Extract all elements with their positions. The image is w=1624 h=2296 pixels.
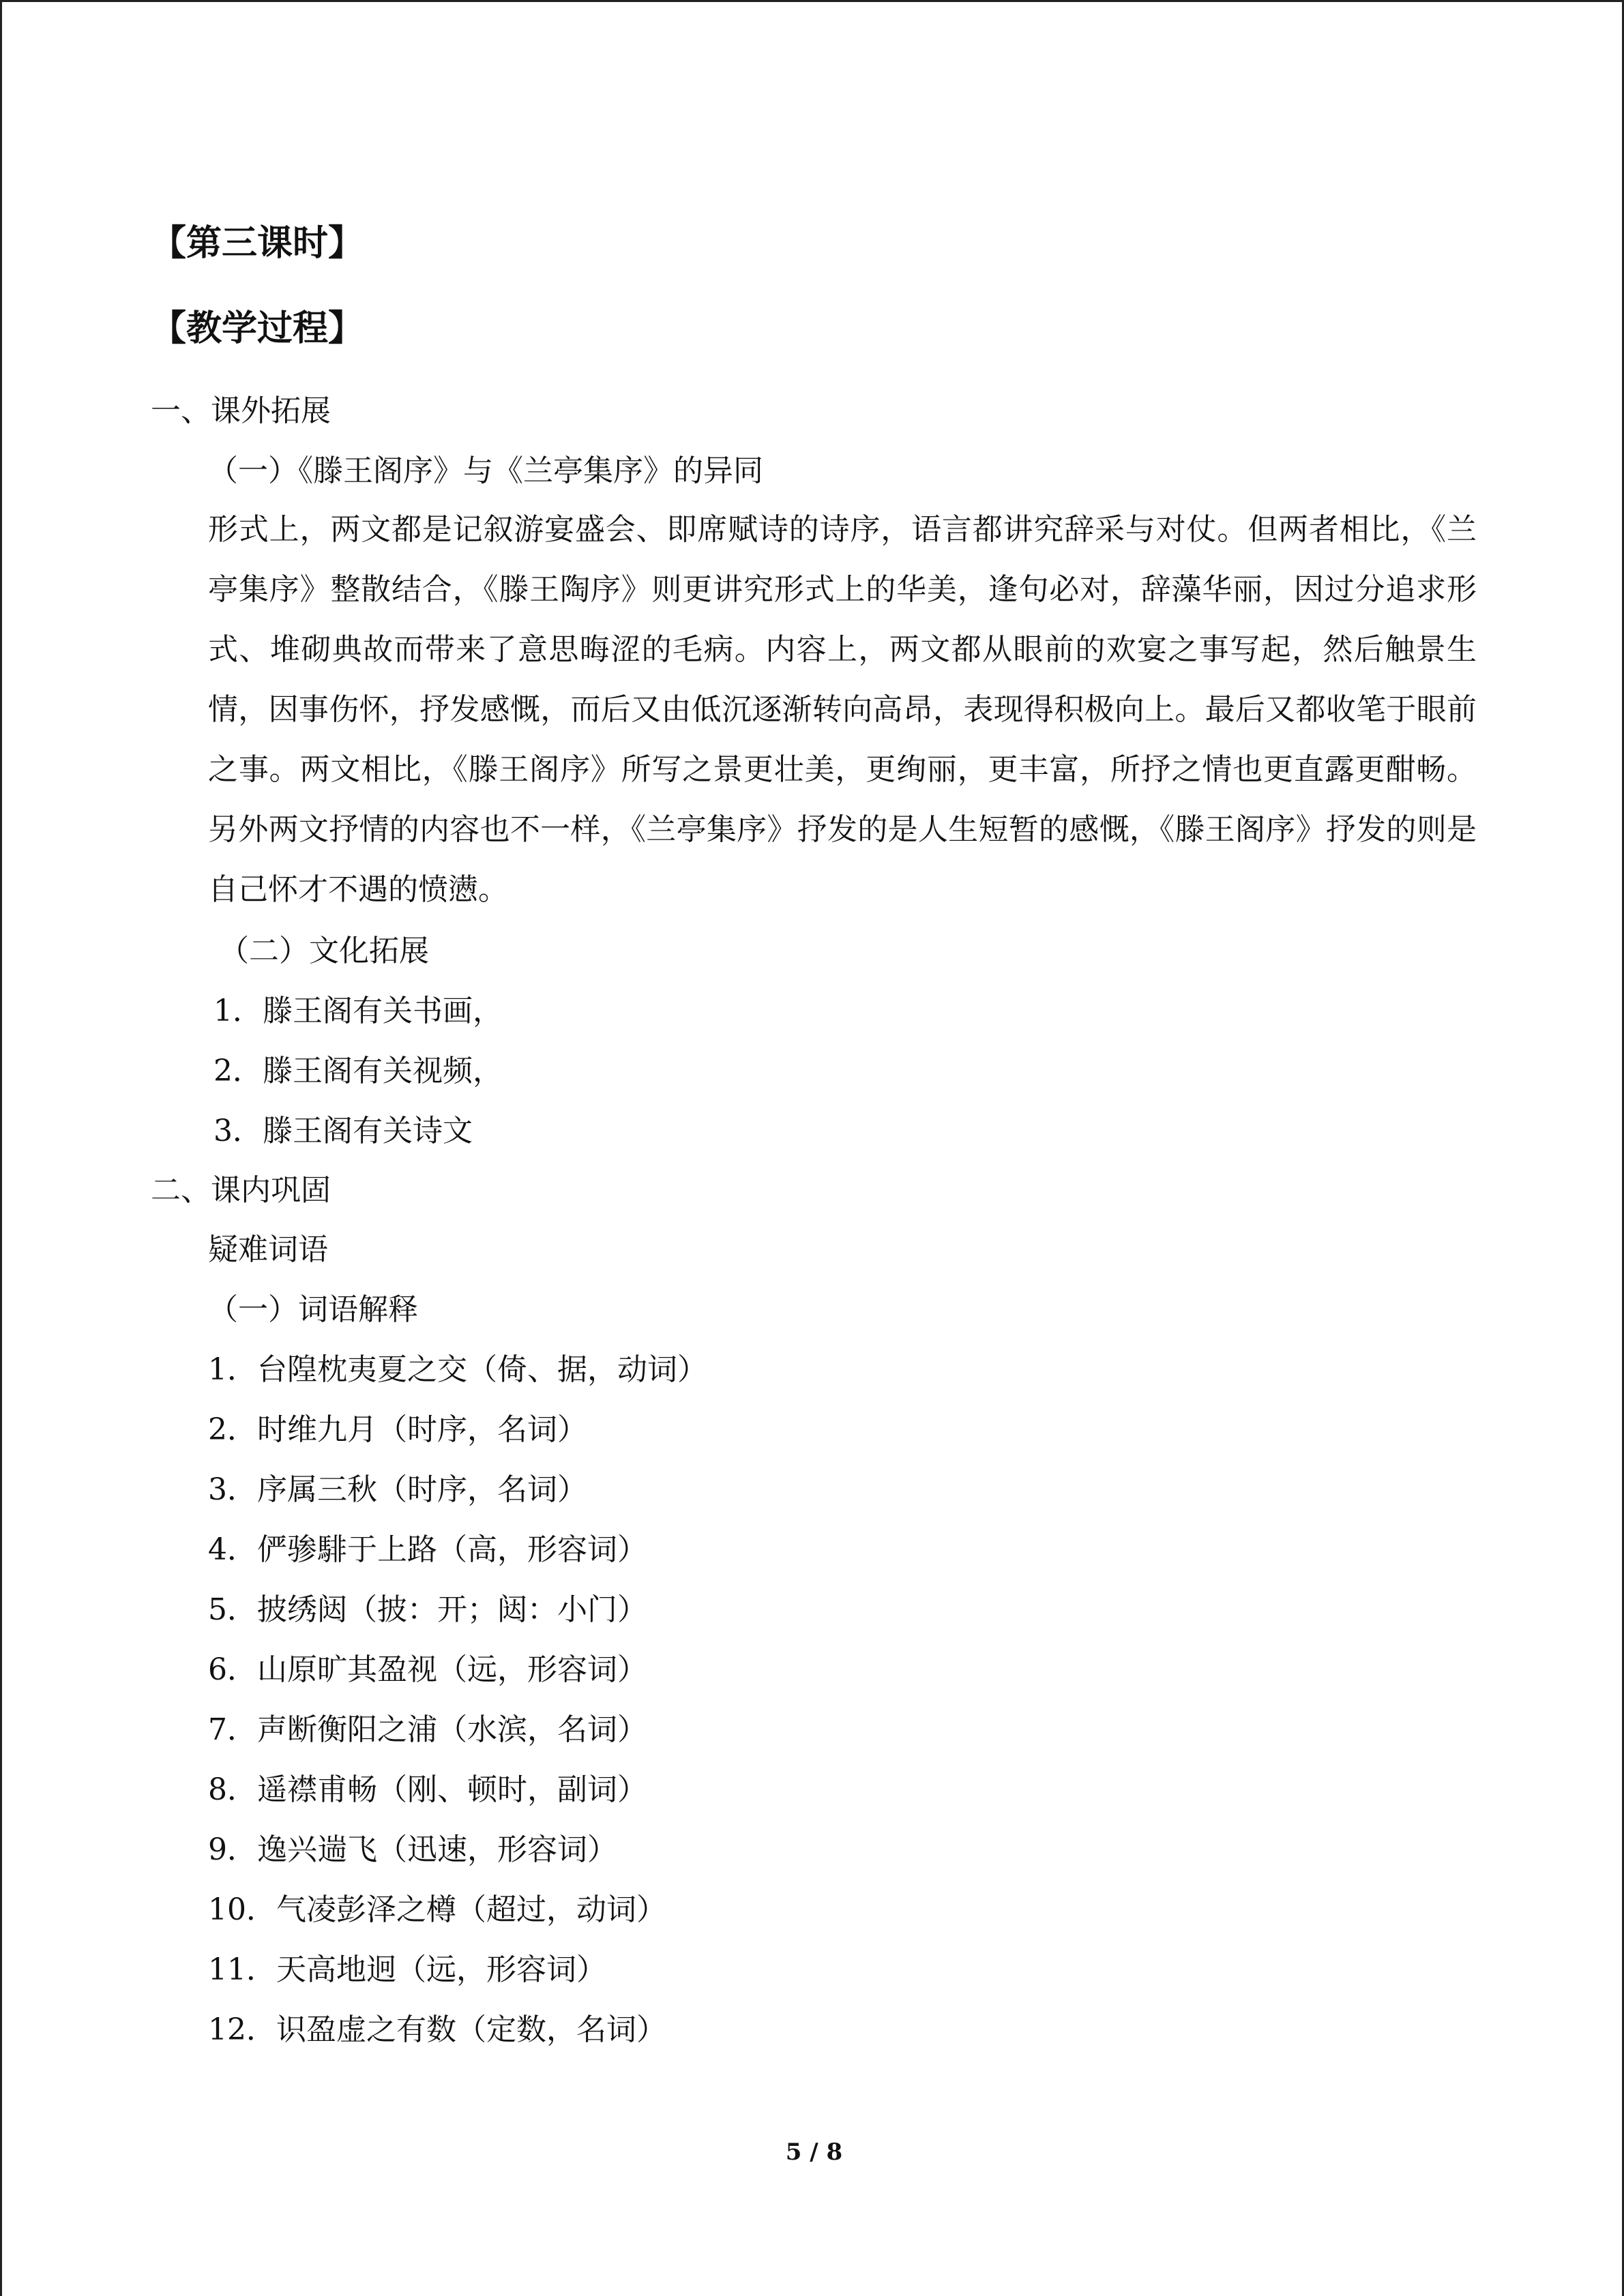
list-item: 3．滕王阁有关诗文 [213, 1114, 473, 1148]
list-item: 1．滕王阁有关书画， [213, 994, 503, 1028]
section-1-sub1-title: （一）《滕王阁序》与《兰亭集序》的异同 [208, 453, 763, 488]
page-number: 5 / 8 [785, 2138, 843, 2166]
vocab-item: 8．遥襟甫畅（刚、顿时，副词） [208, 1772, 647, 1807]
vocab-item: 12．识盈虚之有数（定数，名词） [208, 2012, 666, 2047]
vocab-item: 6．山原旷其盈视（远，形容词） [208, 1652, 647, 1687]
vocab-item: 4．俨骖騑于上路（高，形容词） [208, 1532, 647, 1567]
section-2-subtitle: 疑难词语 [208, 1232, 328, 1267]
list-item: 2．滕王阁有关视频， [213, 1054, 503, 1088]
vocab-item: 11．天高地迥（远，形容词） [208, 1952, 606, 1987]
vocab-item: 9．逸兴遄飞（迅速，形容词） [208, 1832, 617, 1867]
section-2-title: 二、课内巩固 [151, 1173, 331, 1208]
vocab-item: 2．时维九月（时序，名词） [208, 1412, 587, 1447]
lesson-heading: 【第三课时】 [151, 223, 364, 264]
comparison-paragraph: 形式上，两文都是记叙游宴盛会、即席赋诗的诗序，语言都讲究辞采与对仗。但两者相比，《兰亭集序》整散结合，《滕王陶序》则更讲究形式上的华美，逢句必对，辞藻华丽，因过分追求形式、堆砌典故而带来了意思晦涩的毛病。内容上，两文都从眼前的欢宴之事写起，然后触景生情，因事伤怀，抒发感慨，而后又由低沉逐渐转向高昂，表现得积极向上。最后又都收笔于眼前之事。两文相比，《滕王阁序》所写之景更壮美，更绚丽，更丰富，所抒之情也更直露更酣畅。另外两文抒情的内容也不一样，《兰亭集序》抒发的是人生短暂的感慨，《滕王阁序》抒发的则是自己怀才不遇的愤懑。 [208, 512, 1477, 907]
process-heading: 【教学过程】 [151, 308, 364, 349]
section-1-title: 一、课外拓展 [151, 393, 331, 428]
section-1-sub2-title: （二）文化拓展 [219, 934, 429, 968]
section-2-sub1-title: （一）词语解释 [208, 1292, 418, 1327]
vocab-item: 7．声断衡阳之浦（水滨，名词） [208, 1712, 647, 1747]
vocab-item: 5．披绣闼（披：开；闼：小门） [208, 1592, 647, 1627]
vocab-item: 1．台隍枕夷夏之交（倚、据，动词） [208, 1352, 707, 1387]
vocab-item: 3．序属三秋（时序，名词） [208, 1472, 587, 1507]
vocab-item: 10．气凌彭泽之樽（超过，动词） [208, 1892, 666, 1927]
